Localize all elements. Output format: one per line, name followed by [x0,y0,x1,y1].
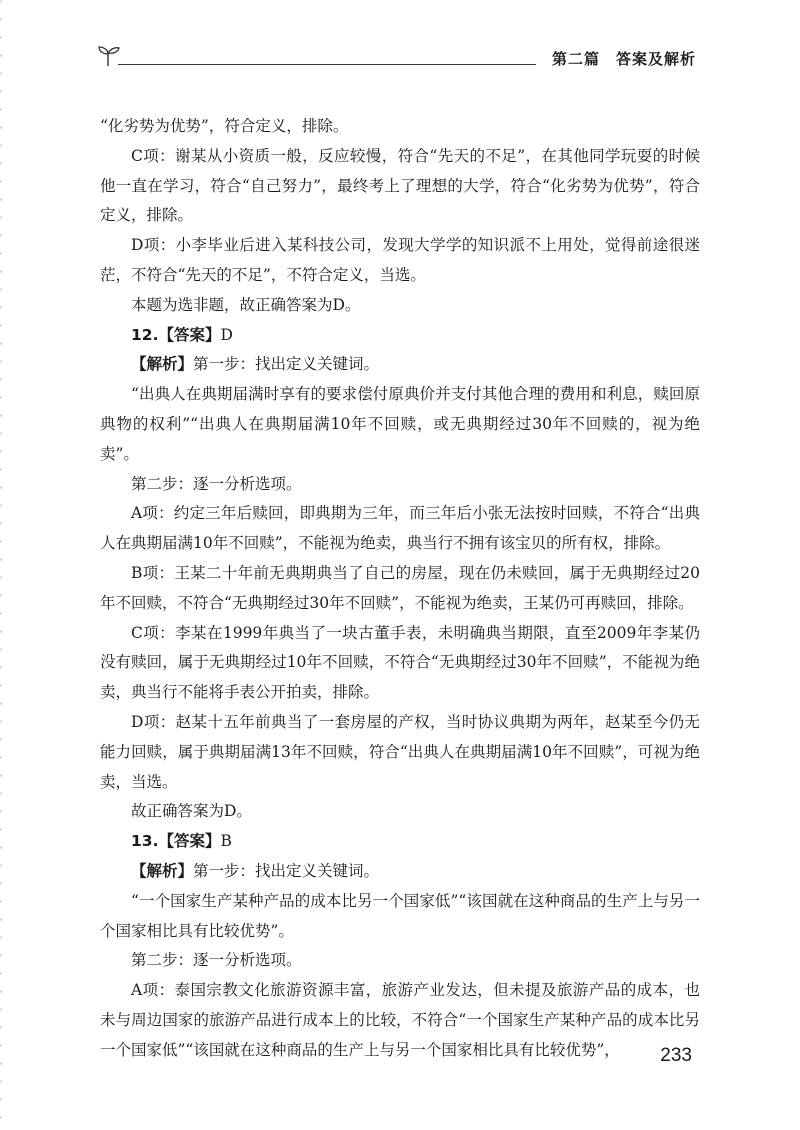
paragraph [100,559,700,619]
answer-tag: 13.【答案】 [131,832,221,851]
paragraph-text: A项：泰国宗教文化旅游资源丰富，旅游产业发达，但未提及旅游产品的成本，也未与周边国家的旅游产品进行成本上的比较，不符合“一个国家生产某种产品的成本比另一个国家低”“该国就在这种商品的生产上与另一个国家相比具有比较优势”， [100,981,700,1059]
paragraph-text: C项：谢某从小资质一般，反应较慢，符合“先天的不足”，在其他同学玩耍的时候他一直在学习，符合“自己努力”，最终考上了理想的大学，符合“化劣势为优势”，符合定义，排除。 [100,146,700,225]
paragraph-text: “化劣势为优势”，符合定义，排除。 [100,117,349,135]
paragraph-text: C项：李某在1999年典当了一块古董手表，未明确典当期限，直至2009年李某仍没有赎回，属于无典期经过10年不回赎，不符合“无典期经过30年不回赎”，不能视为绝卖，典当行不能将手表公开拍卖，排除。 [100,623,700,702]
paragraph-text: B [220,832,232,851]
paragraph [100,291,700,321]
paragraph [100,946,700,976]
paragraph [100,827,700,857]
paragraph [100,887,700,947]
paragraph-text: “一个国家生产某种产品的成本比另一个国家低”“该国就在这种商品的生产上与另一个国家相比具有比较优势”。 [100,891,700,940]
answer-tag: 【解析】 [131,861,194,880]
section-title: 第二篇 答案及解析 [551,50,696,68]
paragraph [100,350,700,380]
paragraph-text: D项：小李毕业后进入某科技公司，发现大学学的知识派不上用处，觉得前途很迷茫，不符合“先天的不足”，不符合定义，当选。 [100,236,700,284]
page-body [100,112,700,1066]
paragraph-text: D [220,325,233,344]
page-header [96,42,696,72]
paragraph [100,112,700,142]
paragraph-text: 故正确答案为D。 [131,802,252,821]
paragraph [100,708,700,797]
paragraph-text: 第二步：逐一分析选项。 [131,474,302,493]
paragraph-text: A项：约定三年后赎回，即典期为三年，而三年后小张无法按时回赎，不符合“出典人在典期届满10年不回赎”，不能视为绝卖，典当行不拥有该宝贝的所有权，排除。 [100,504,700,553]
paragraph-text: “出典人在典期届满时享有的要求偿付原典价并支付其他合理的费用和利息，赎回原典物的权利”“出典人在典期届满10年不回赎，或无典期经过30年不回赎的，视为绝卖”。 [100,385,700,463]
answer-tag: 12.【答案】 [131,325,221,344]
page-number: 233 [660,1045,692,1066]
paragraph [100,499,700,559]
paragraph [100,470,700,500]
paragraph [100,142,700,231]
paragraph-text: 第一步：找出定义关键词。 [193,355,380,374]
paragraph [100,231,700,291]
paragraph-text: 第一步：找出定义关键词。 [193,861,380,880]
paragraph [100,797,700,827]
scan-edge-artifact [0,0,2,1130]
paragraph-text: 本题为选非题，故正确答案为D。 [131,295,361,314]
paragraph-text: 第二步：逐一分析选项。 [131,951,302,970]
sprout-icon [96,42,122,72]
paragraph-text: B项：王某二十年前无典期典当了自己的房屋，现在仍未赎回，属于无典期经过20年不回赎，不符合“无典期经过30年不回赎”，不能视为绝卖，王某仍可再赎回，排除。 [100,563,700,612]
answer-tag: 【解析】 [131,355,194,374]
paragraph [100,380,700,469]
paragraph-text: D项：赵某十五年前典当了一套房屋的产权，当时协议典期为两年，赵某至今仍无能力回赎，属于典期届满13年不回赎，符合“出典人在典期届满10年不回赎”，可视为绝卖，当选。 [100,712,700,791]
header-rule [118,64,536,65]
paragraph [100,619,700,708]
paragraph [100,321,700,351]
paragraph [100,976,700,1065]
paragraph [100,857,700,887]
